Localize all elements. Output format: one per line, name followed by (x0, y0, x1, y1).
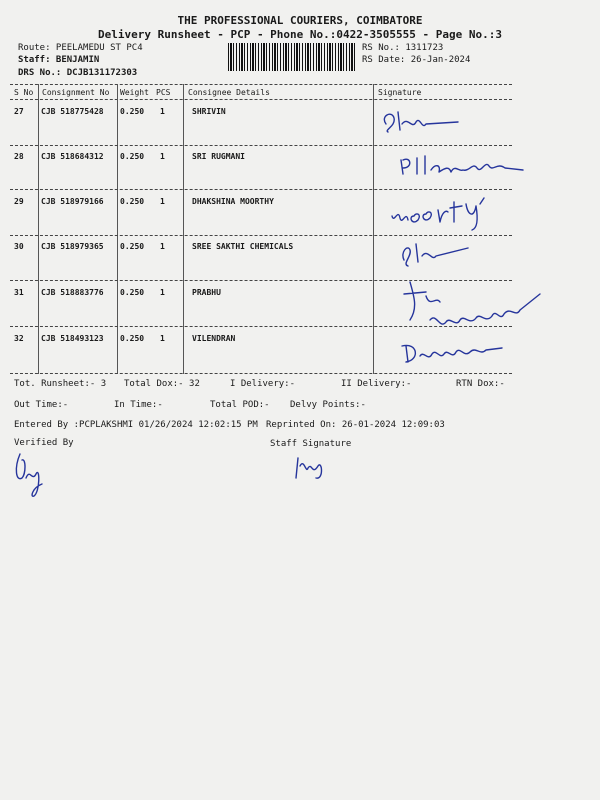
company-name: THE PROFESSIONAL COURIERS, COIMBATORE (177, 14, 423, 27)
total-pod: Total POD:- (210, 400, 270, 410)
handwritten-signature (378, 106, 478, 136)
row-consignee: VILENDRAN (192, 334, 236, 343)
column-divider (38, 84, 39, 374)
row-pcs: 1 (160, 242, 165, 251)
row-pcs: 1 (160, 288, 165, 297)
total-dox: Total Dox:- 32 (124, 379, 200, 389)
verified-by-label: Verified By (14, 438, 74, 448)
row-consignee: DHAKSHINA MOORTHY (192, 197, 274, 206)
row-weight: 0.250 (120, 242, 145, 251)
handwritten-signature (395, 150, 525, 182)
row-sno: 31 (14, 288, 24, 297)
route-label: Route: PEELAMEDU ST PC4 (18, 43, 143, 53)
reprinted-on: Reprinted On: 26-01-2024 12:09:03 (266, 420, 445, 430)
rs-number: RS No.: 1311723 (362, 43, 444, 53)
out-time: Out Time:- (14, 400, 69, 410)
col-header-sno: S No (14, 88, 34, 97)
col-header-consignee: Consignee Details (188, 88, 270, 97)
rtn-dox: RTN Dox:- (456, 379, 505, 389)
handwritten-signature (398, 238, 478, 270)
ii-delivery: II Delivery:- (341, 379, 412, 389)
row-rule (10, 235, 512, 236)
row-sno: 32 (14, 334, 24, 343)
row-weight: 0.250 (120, 197, 145, 206)
row-consignee: SREE SAKTHI CHEMICALS (192, 242, 294, 251)
row-consignment: CJB 518979166 (41, 197, 104, 206)
row-consignment: CJB 518684312 (41, 152, 104, 161)
table-bottom-rule (10, 373, 512, 374)
row-weight: 0.250 (120, 107, 145, 116)
col-header-consignment: Consignment No (42, 88, 110, 97)
row-consignee: PRABHU (192, 288, 221, 297)
row-rule (10, 189, 512, 190)
barcode-image (228, 43, 356, 71)
column-divider (117, 84, 118, 374)
row-pcs: 1 (160, 107, 165, 116)
total-runsheet: Tot. Runsheet:- 3 (14, 379, 107, 389)
row-consignee: SRI RUGMANI (192, 152, 245, 161)
staff-label: Staff: BENJAMIN (18, 55, 100, 65)
row-consignment: CJB 518493123 (41, 334, 104, 343)
row-weight: 0.250 (120, 288, 145, 297)
row-sno: 30 (14, 242, 24, 251)
handwritten-signature (290, 452, 340, 482)
col-header-pcs: PCS (156, 88, 171, 97)
row-consignment: CJB 518883776 (41, 288, 104, 297)
column-divider (183, 84, 184, 374)
entered-by: Entered By :PCPLAKSHMI 01/26/2024 12:02:15 PM (14, 420, 258, 430)
handwritten-signature (398, 338, 518, 368)
col-header-signature: Signature (378, 88, 422, 97)
row-sno: 27 (14, 107, 24, 116)
row-pcs: 1 (160, 334, 165, 343)
rs-date: RS Date: 26-Jan-2024 (362, 55, 471, 65)
runsheet-subtitle: Delivery Runsheet - PCP - Phone No.:0422-3505555 - Page No.:3 (98, 28, 502, 41)
row-sno: 29 (14, 197, 24, 206)
drs-number: DRS No.: DCJB131172303 (18, 68, 138, 78)
table-header-rule (10, 99, 512, 100)
handwritten-signature (400, 268, 560, 338)
row-pcs: 1 (160, 152, 165, 161)
column-divider (373, 84, 374, 374)
table-top-rule (10, 84, 512, 85)
col-header-weight: Weight (120, 88, 149, 97)
row-consignee: SHRIVIN (192, 107, 226, 116)
row-weight: 0.250 (120, 152, 145, 161)
row-weight: 0.250 (120, 334, 145, 343)
delvy-points: Delvy Points:- (290, 400, 366, 410)
handwritten-signature (388, 194, 498, 234)
row-consignment: CJB 518979365 (41, 242, 104, 251)
row-consignment: CJB 518775428 (41, 107, 104, 116)
handwritten-signature (12, 448, 62, 500)
in-time: In Time:- (114, 400, 163, 410)
row-sno: 28 (14, 152, 24, 161)
row-rule (10, 145, 512, 146)
row-pcs: 1 (160, 197, 165, 206)
i-delivery: I Delivery:- (230, 379, 296, 389)
staff-signature-label: Staff Signature (270, 439, 352, 449)
